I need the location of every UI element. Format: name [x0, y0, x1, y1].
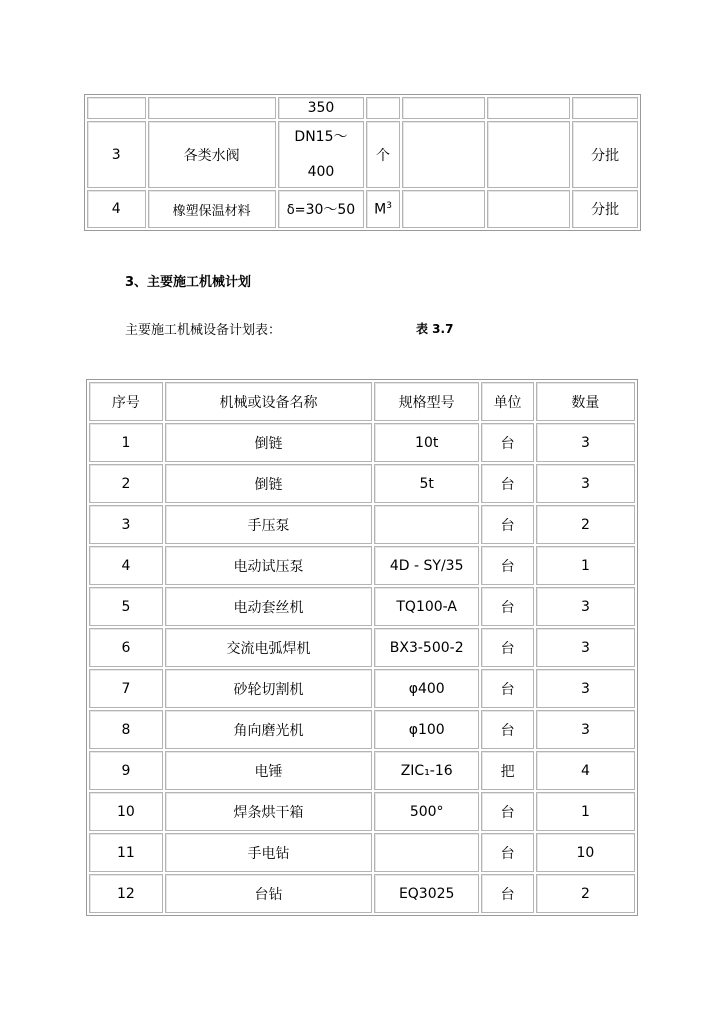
model-spec: 5t [374, 464, 479, 503]
column-header: 规格型号 [374, 382, 479, 421]
model-spec: 4D - SY/35 [374, 546, 479, 585]
table-row [89, 546, 635, 585]
equipment-name: 倒链 [165, 464, 372, 503]
table-cell [402, 190, 485, 228]
table-header-row [89, 382, 635, 421]
row-number: 5 [89, 587, 163, 626]
table-row [89, 628, 635, 667]
equipment-name: 交流电弧焊机 [165, 628, 372, 667]
item-name: 各类水阀 [148, 121, 276, 188]
column-header: 机械或设备名称 [165, 382, 372, 421]
model-spec: 500° [374, 792, 479, 831]
row-number: 6 [89, 628, 163, 667]
row-number: 3 [87, 121, 146, 188]
equipment-name: 电动套丝机 [165, 587, 372, 626]
column-header: 序号 [89, 382, 163, 421]
table-row [89, 833, 635, 872]
unit: 台 [481, 874, 534, 913]
row-number: 9 [89, 751, 163, 790]
table-cell [366, 97, 400, 119]
item-remark: 分批 [572, 121, 638, 188]
machinery-table [86, 379, 638, 916]
table-row [89, 587, 635, 626]
unit-superscript: 3 [386, 200, 392, 211]
unit: 台 [481, 710, 534, 749]
materials-table-continued [84, 94, 641, 231]
table-caption: 主要施工机械设备计划表： [125, 323, 282, 338]
row-number: 11 [89, 833, 163, 872]
quantity: 3 [536, 587, 635, 626]
quantity: 3 [536, 464, 635, 503]
model-spec: TQ100-A [374, 587, 479, 626]
equipment-name: 角向磨光机 [165, 710, 372, 749]
equipment-name: 砂轮切割机 [165, 669, 372, 708]
table-number: 表 3.7 [416, 322, 454, 336]
table-row [87, 97, 638, 119]
equipment-name: 台钻 [165, 874, 372, 913]
unit: 台 [481, 792, 534, 831]
table-cell [487, 121, 570, 188]
unit: 台 [481, 464, 534, 503]
table-row [89, 792, 635, 831]
column-header: 数量 [536, 382, 635, 421]
unit: 台 [481, 833, 534, 872]
equipment-name: 电动试压泵 [165, 546, 372, 585]
row-number: 1 [89, 423, 163, 462]
table-cell [148, 97, 276, 119]
equipment-name: 电锤 [165, 751, 372, 790]
item-unit: 个 [366, 121, 400, 188]
spec-line: 400 [307, 163, 335, 180]
unit: 台 [481, 669, 534, 708]
table-cell [572, 97, 638, 119]
table-cell [402, 121, 485, 188]
model-spec: φ400 [374, 669, 479, 708]
unit: 台 [481, 587, 534, 626]
spec-range: 30～50 [305, 202, 356, 218]
table-cell [487, 190, 570, 228]
quantity: 1 [536, 546, 635, 585]
table-row [89, 751, 635, 790]
unit: 台 [481, 546, 534, 585]
spec-line: DN15～ [294, 128, 348, 145]
model-spec: EQ3025 [374, 874, 479, 913]
table-row [89, 464, 635, 503]
model-spec: ZIC₁-16 [374, 751, 479, 790]
quantity: 3 [536, 669, 635, 708]
unit: 台 [481, 628, 534, 667]
table-row [87, 190, 638, 228]
item-spec [278, 121, 364, 188]
item-remark: 分批 [572, 190, 638, 228]
equipment-name: 手压泵 [165, 505, 372, 544]
model-spec: φ100 [374, 710, 479, 749]
quantity: 3 [536, 423, 635, 462]
table-row [89, 710, 635, 749]
row-number: 4 [89, 546, 163, 585]
quantity: 10 [536, 833, 635, 872]
table-cell [87, 97, 146, 119]
table-cell: 350 [278, 97, 364, 119]
item-spec [278, 190, 364, 228]
model-spec [374, 505, 479, 544]
unit-base: M [374, 201, 387, 218]
table-row [89, 505, 635, 544]
quantity: 1 [536, 792, 635, 831]
unit: 把 [481, 751, 534, 790]
delta-symbol: δ= [286, 203, 306, 218]
quantity: 3 [536, 710, 635, 749]
equipment-name: 焊条烘干箱 [165, 792, 372, 831]
quantity: 3 [536, 628, 635, 667]
section-heading: 3、主要施工机械计划 [125, 275, 252, 290]
table-cell [487, 97, 570, 119]
table-row [89, 874, 635, 913]
equipment-name: 倒链 [165, 423, 372, 462]
row-number: 4 [87, 190, 146, 228]
row-number: 8 [89, 710, 163, 749]
equipment-name: 手电钻 [165, 833, 372, 872]
row-number: 7 [89, 669, 163, 708]
table-cell [402, 97, 485, 119]
item-name: 橡塑保温材料 [148, 190, 276, 228]
quantity: 4 [536, 751, 635, 790]
table-row [89, 423, 635, 462]
model-spec: 10t [374, 423, 479, 462]
unit: 台 [481, 505, 534, 544]
quantity: 2 [536, 874, 635, 913]
row-number: 2 [89, 464, 163, 503]
unit: 台 [481, 423, 534, 462]
table-row [89, 669, 635, 708]
model-spec [374, 833, 479, 872]
row-number: 10 [89, 792, 163, 831]
item-unit [366, 190, 400, 228]
model-spec: BX3-500-2 [374, 628, 479, 667]
row-number: 3 [89, 505, 163, 544]
quantity: 2 [536, 505, 635, 544]
table-row [87, 121, 638, 188]
row-number: 12 [89, 874, 163, 913]
column-header: 单位 [481, 382, 534, 421]
